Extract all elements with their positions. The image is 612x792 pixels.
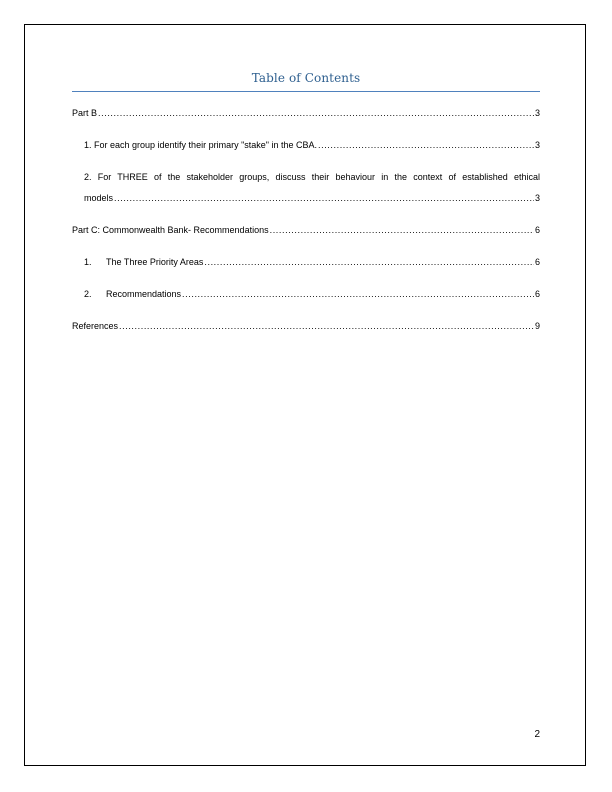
toc-leader-dots (114, 192, 534, 204)
toc-leader-dots (119, 320, 534, 332)
toc-title-rule (72, 91, 540, 92)
toc-leader-dots (270, 224, 534, 236)
toc-entry-behaviour-line1[interactable]: 2. For THREE of the stakeholder groups, discuss their behaviour in the context of established ethical (84, 172, 540, 182)
toc-entry-text: References (72, 321, 119, 331)
toc-entry-priority-areas[interactable] (84, 256, 540, 268)
toc-entry-label: Recommendations (106, 289, 182, 299)
toc-page-number: 6 (534, 225, 540, 235)
toc-entry-stake[interactable] (84, 139, 540, 151)
toc-leader-dots (204, 256, 534, 268)
page-border (24, 24, 586, 766)
footer-page-number: 2 (534, 729, 540, 740)
toc-page-number: 3 (534, 193, 540, 203)
toc-leader-dots (98, 107, 534, 119)
toc-entry-behaviour-line2[interactable] (84, 192, 540, 204)
toc-page-number: 3 (534, 140, 540, 150)
toc-entry-recommendations[interactable] (84, 288, 540, 300)
toc-leader-dots (318, 139, 534, 151)
toc-entry-part-b[interactable] (72, 107, 540, 119)
toc-entry-text (84, 256, 203, 268)
toc-page-number: 9 (534, 321, 540, 331)
toc-page-number: 6 (534, 289, 540, 299)
toc-page-number: 6 (534, 257, 540, 267)
toc-entry-text: 1. For each group identify their primary "stake" in the CBA. (84, 140, 317, 150)
toc-entry-number: 2. (84, 289, 92, 299)
toc-entry-text: Part C: Commonwealth Bank- Recommendations (72, 225, 269, 235)
toc-entry-text: models (84, 193, 114, 203)
toc-page-number: 3 (534, 108, 540, 118)
toc-title: Table of Contents (251, 71, 361, 85)
toc-entry-references[interactable] (72, 320, 540, 332)
toc-entry-part-c[interactable] (72, 224, 540, 236)
toc-entry-text: Part B (72, 108, 98, 118)
toc-entry-text (84, 288, 181, 300)
toc-entry-label: The Three Priority Areas (106, 257, 204, 267)
toc-leader-dots (182, 288, 534, 300)
toc-entry-number: 1. (84, 257, 92, 267)
